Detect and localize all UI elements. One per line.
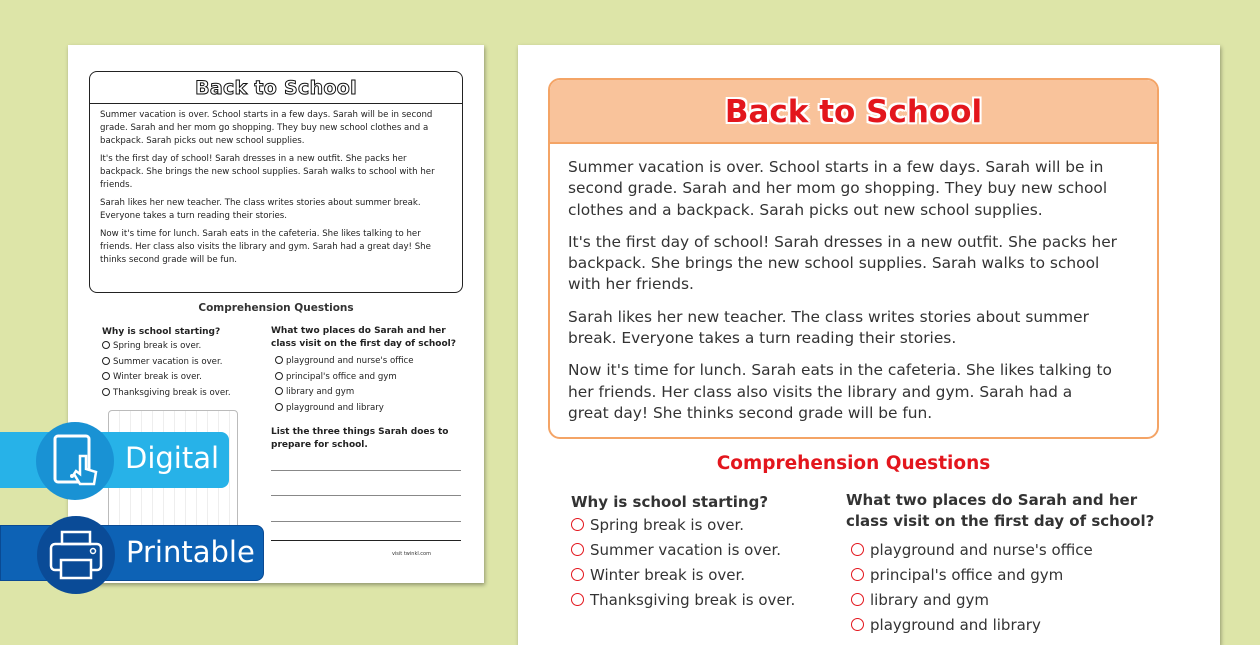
tablet-touch-icon <box>36 422 114 500</box>
footer: visit twinkl.com <box>271 540 461 557</box>
option[interactable]: Spring break is over. <box>102 339 252 355</box>
question-text: Why is school starting? <box>102 327 221 337</box>
story-title: Back to School <box>90 72 462 104</box>
story-box <box>548 78 1159 439</box>
answer-line[interactable] <box>271 495 461 496</box>
story-box <box>89 71 463 293</box>
digital-badge[interactable] <box>0 432 229 488</box>
answer-line[interactable] <box>271 470 461 471</box>
radio-icon <box>851 593 864 606</box>
option[interactable]: Thanksgiving break is over. <box>102 386 252 402</box>
printable-badge[interactable] <box>0 525 264 581</box>
paragraph: It's the first day of school! Sarah dresses in a new outfit. She packs her backpack. She brings the new school supplies. Sarah walks to school with her friends. <box>568 232 1118 294</box>
option[interactable]: playground and nurse's office <box>851 538 1156 563</box>
paragraph: Now it's time for lunch. Sarah eats in the cafeteria. She likes talking to her friends. Her class also visits the library and gym. Sarah had a great day! She thinks second grade will be fun. <box>568 361 1112 422</box>
paragraph: Sarah likes her new teacher. The class writes stories about summer break. Everyone takes a turn reading their stories. <box>100 198 421 221</box>
radio-icon <box>571 543 584 556</box>
question-2 <box>846 490 1156 638</box>
question-text: Why is school starting? <box>571 493 769 511</box>
option[interactable]: Thanksgiving break is over. <box>571 588 821 613</box>
paragraph: Summer vacation is over. School starts in a few days. Sarah will be in second grade. Sarah and her mom go shopping. They buy new school clothes and a backpack. Sarah picks out new school supplies. <box>100 110 433 146</box>
question-2 <box>271 325 466 452</box>
radio-icon <box>102 357 110 365</box>
radio-icon <box>102 388 110 396</box>
radio-icon <box>275 356 283 364</box>
radio-icon <box>102 372 110 380</box>
paragraph: Now it's time for lunch. Sarah eats in the cafeteria. She likes talking to her friends. Her class also visits the library and gym. Sarah had a great day! She thinks second grade will be fun. <box>100 229 431 265</box>
comprehension-title: Comprehension Questions <box>198 302 354 314</box>
radio-icon <box>851 568 864 581</box>
option[interactable]: Spring break is over. <box>571 513 821 538</box>
option[interactable]: playground and nurse's office <box>275 354 466 370</box>
comprehension-title: Comprehension Questions <box>716 453 991 474</box>
question-1 <box>571 492 821 613</box>
paragraph: It's the first day of school! Sarah dresses in a new outfit. She packs her backpack. She brings the new school supplies. Sarah walks to school with her friends. <box>100 154 435 190</box>
option[interactable]: Summer vacation is over. <box>571 538 821 563</box>
radio-icon <box>275 372 283 380</box>
printable-label: Printable <box>126 535 255 569</box>
printable-preview-page <box>68 45 484 583</box>
question-text: List the three things Sarah does to prepare for school. <box>271 427 449 450</box>
option[interactable]: Winter break is over. <box>102 370 252 386</box>
digital-preview-page <box>518 45 1220 645</box>
radio-icon <box>571 568 584 581</box>
story-title: Back to School <box>550 80 1157 144</box>
option[interactable]: Winter break is over. <box>571 563 821 588</box>
question-text: What two places do Sarah and her class visit on the first day of school? <box>846 491 1155 530</box>
radio-icon <box>851 618 864 631</box>
option[interactable]: playground and library <box>275 401 466 417</box>
answer-line[interactable] <box>271 521 461 522</box>
radio-icon <box>851 543 864 556</box>
option[interactable]: library and gym <box>851 588 1156 613</box>
digital-label: Digital <box>125 441 220 475</box>
radio-icon <box>275 403 283 411</box>
option[interactable]: principal's office and gym <box>275 370 466 386</box>
paragraph: Summer vacation is over. School starts in a few days. Sarah will be in second grade. Sarah and her mom go shopping. They buy new school clothes and a backpack. Sarah picks out new school supplies. <box>568 158 1108 219</box>
radio-icon <box>275 387 283 395</box>
question-text: What two places do Sarah and her class visit on the first day of school? <box>271 326 456 349</box>
radio-icon <box>571 518 584 531</box>
option[interactable]: Summer vacation is over. <box>102 355 252 371</box>
paragraph: Sarah likes her new teacher. The class writes stories about summer break. Everyone takes a turn reading their stories. <box>568 307 1089 348</box>
option[interactable]: principal's office and gym <box>851 563 1156 588</box>
question-1 <box>102 326 252 401</box>
option[interactable]: library and gym <box>275 385 466 401</box>
radio-icon <box>102 341 110 349</box>
radio-icon <box>571 593 584 606</box>
option[interactable]: playground and library <box>851 613 1156 638</box>
printer-icon <box>37 516 115 594</box>
